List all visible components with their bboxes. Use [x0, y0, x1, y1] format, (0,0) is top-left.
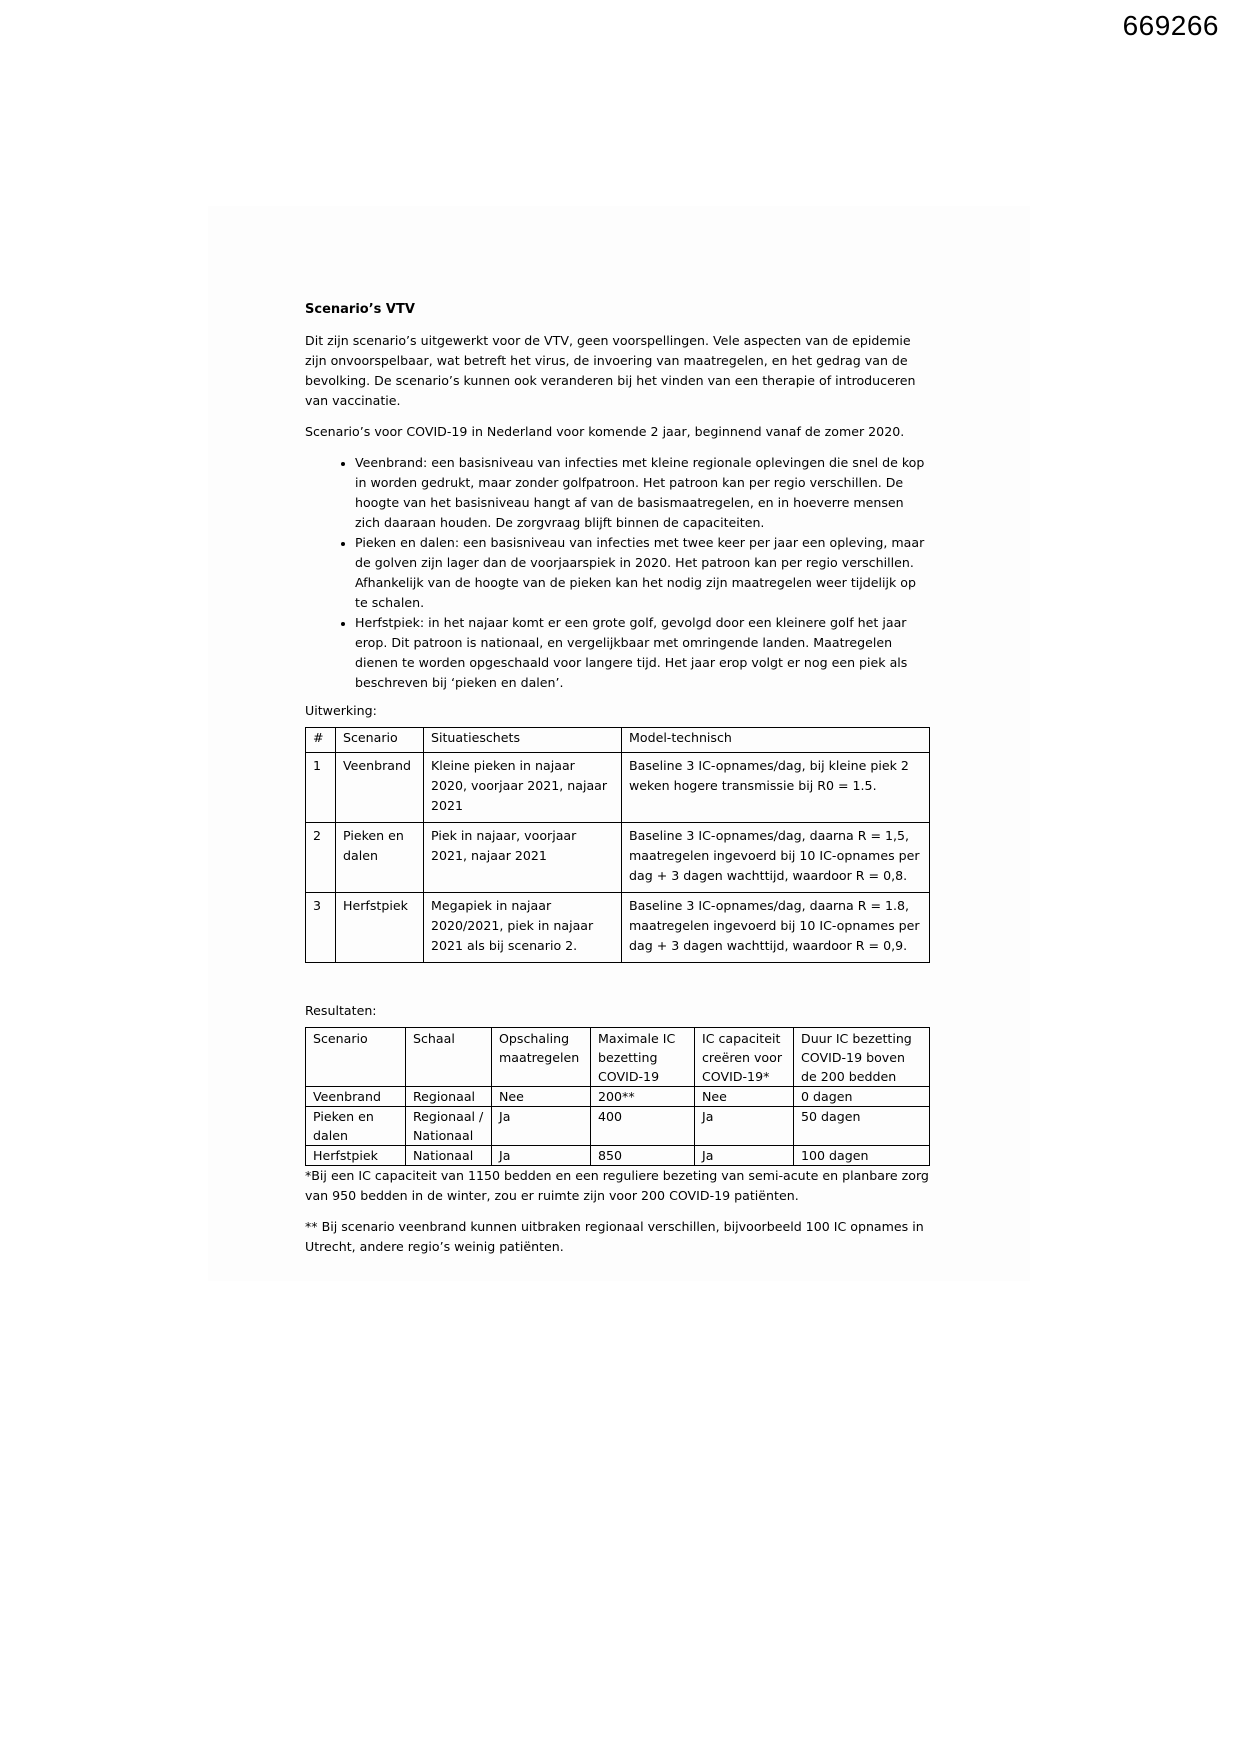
document-content [305, 300, 930, 1268]
resultaten-label: Resultaten: [305, 1003, 377, 1018]
table-row [306, 1107, 930, 1146]
table-cell: Herfstpiek [306, 1146, 406, 1166]
intro-paragraph: Dit zijn scenario’s uitgewerkt voor de VTV, geen voorspellingen. Vele aspecten van de epidemie zijn onvoorspelbaar, wat betreft het virus, de invoering van maatregelen, en het gedrag van de bevolking. De scenario’s kunnen ook veranderen bij het vinden van een therapie of introduceren van vaccinatie. [305, 333, 916, 408]
table-cell: Ja [695, 1146, 794, 1166]
table-cell: 200** [591, 1087, 695, 1107]
table-cell: Ja [492, 1107, 591, 1146]
uitwerking-label: Uitwerking: [305, 703, 377, 718]
header-cell: Opschaling maatregelen [492, 1028, 591, 1087]
table-cell: 400 [591, 1107, 695, 1146]
document-id: 669266 [1122, 10, 1219, 41]
table-cell: 50 dagen [794, 1107, 930, 1146]
footnote-capacity: *Bij een IC capaciteit van 1150 bedden en een reguliere bezeting van semi-acute en planbare zorg van 950 bedden in de winter, zou er ruimte zijn voor 200 COVID-19 patiënten. [305, 1168, 929, 1203]
table-cell: Pieken en dalen [336, 823, 424, 893]
table-cell: Megapiek in najaar 2020/2021, piek in najaar 2021 als bij scenario 2. [424, 893, 622, 963]
table-row [306, 823, 930, 893]
table-cell: Kleine pieken in najaar 2020, voorjaar 2021, najaar 2021 [424, 753, 622, 823]
resultaten-table [305, 1027, 930, 1166]
table-cell: 100 dagen [794, 1146, 930, 1166]
table-cell: 3 [306, 893, 336, 963]
table-cell: Pieken en dalen [306, 1107, 406, 1146]
header-cell: Maximale IC bezetting COVID-19 [591, 1028, 695, 1087]
scenario-list [305, 453, 930, 693]
table-cell: Herfstpiek [336, 893, 424, 963]
header-cell: IC capaciteit creëren voor COVID-19* [695, 1028, 794, 1087]
table-cell: Baseline 3 IC-opnames/dag, daarna R = 1.8, maatregelen ingevoerd bij 10 IC-opnames per dag + 3 dagen wachttijd, waardoor R = 0,9. [622, 893, 930, 963]
table-row [306, 1146, 930, 1166]
table-cell: Piek in najaar, voorjaar 2021, najaar 2021 [424, 823, 622, 893]
header-cell: Scenario [336, 728, 424, 753]
table-header-row [306, 1028, 930, 1087]
table-cell: Regionaal [406, 1087, 492, 1107]
header-cell: Scenario [306, 1028, 406, 1087]
header-cell: Schaal [406, 1028, 492, 1087]
table-row [306, 893, 930, 963]
scenario-item-pieken-en-dalen: • Pieken en dalen: een basisniveau van infecties met twee keer per jaar een opleving, maar de golven zijn lager dan de voorjaarspiek in 2020. Het patroon kan per regio verschillen. Afhankelijk van de hoogte van de pieken kan het nodig zijn maatregelen weer tijdelijk op te schalen. [355, 533, 930, 613]
header-cell: Model-technisch [622, 728, 930, 753]
table-header-row [306, 728, 930, 753]
document-title: Scenario’s VTV [305, 302, 415, 317]
table-cell: Baseline 3 IC-opnames/dag, bij kleine piek 2 weken hogere transmissie bij R0 = 1.5. [622, 753, 930, 823]
scenario-item-herfstpiek: • Herfstpiek: in het najaar komt er een grote golf, gevolgd door een kleinere golf het jaar erop. Dit patroon is nationaal, en vergelijkbaar met omringende landen. Maatregelen dienen te worden opgeschaald voor langere tijd. Het jaar erop volgt er nog een piek als beschreven bij ‘pieken en dalen’. [355, 613, 930, 693]
header-cell: Duur IC bezetting COVID-19 boven de 200 bedden [794, 1028, 930, 1087]
table-cell: Regionaal / Nationaal [406, 1107, 492, 1146]
table-row [306, 1087, 930, 1107]
scenario-item-veenbrand: • Veenbrand: een basisniveau van infecties met kleine regionale oplevingen die snel de kop in worden gedrukt, maar zonder golfpatroon. Het patroon kan per regio verschillen. De hoogte van het basisniveau hangt af van de basismaatregelen, en in hoeverre mensen zich daaraan houden. De zorgvraag blijft binnen de capaciteiten. [355, 453, 930, 533]
table-row [306, 753, 930, 823]
table-cell: 1 [306, 753, 336, 823]
table-cell: Nee [492, 1087, 591, 1107]
uitwerking-table [305, 727, 930, 963]
table-cell: 0 dagen [794, 1087, 930, 1107]
table-cell: 850 [591, 1146, 695, 1166]
table-cell: 2 [306, 823, 336, 893]
table-cell: Ja [492, 1146, 591, 1166]
table-cell: Nationaal [406, 1146, 492, 1166]
header-cell: # [306, 728, 336, 753]
header-cell: Situatieschets [424, 728, 622, 753]
table-cell: Nee [695, 1087, 794, 1107]
scenario-subtitle: Scenario’s voor COVID-19 in Nederland voor komende 2 jaar, beginnend vanaf de zomer 2020. [305, 424, 905, 439]
table-cell: Ja [695, 1107, 794, 1146]
table-cell: Veenbrand [306, 1087, 406, 1107]
table-cell: Baseline 3 IC-opnames/dag, daarna R = 1,5, maatregelen ingevoerd bij 10 IC-opnames per dag + 3 dagen wachttijd, waardoor R = 0,8. [622, 823, 930, 893]
table-cell: Veenbrand [336, 753, 424, 823]
footnote-veenbrand: ** Bij scenario veenbrand kunnen uitbraken regionaal verschillen, bijvoorbeeld 100 IC opnames in Utrecht, andere regio’s weinig patiënten. [305, 1219, 924, 1254]
